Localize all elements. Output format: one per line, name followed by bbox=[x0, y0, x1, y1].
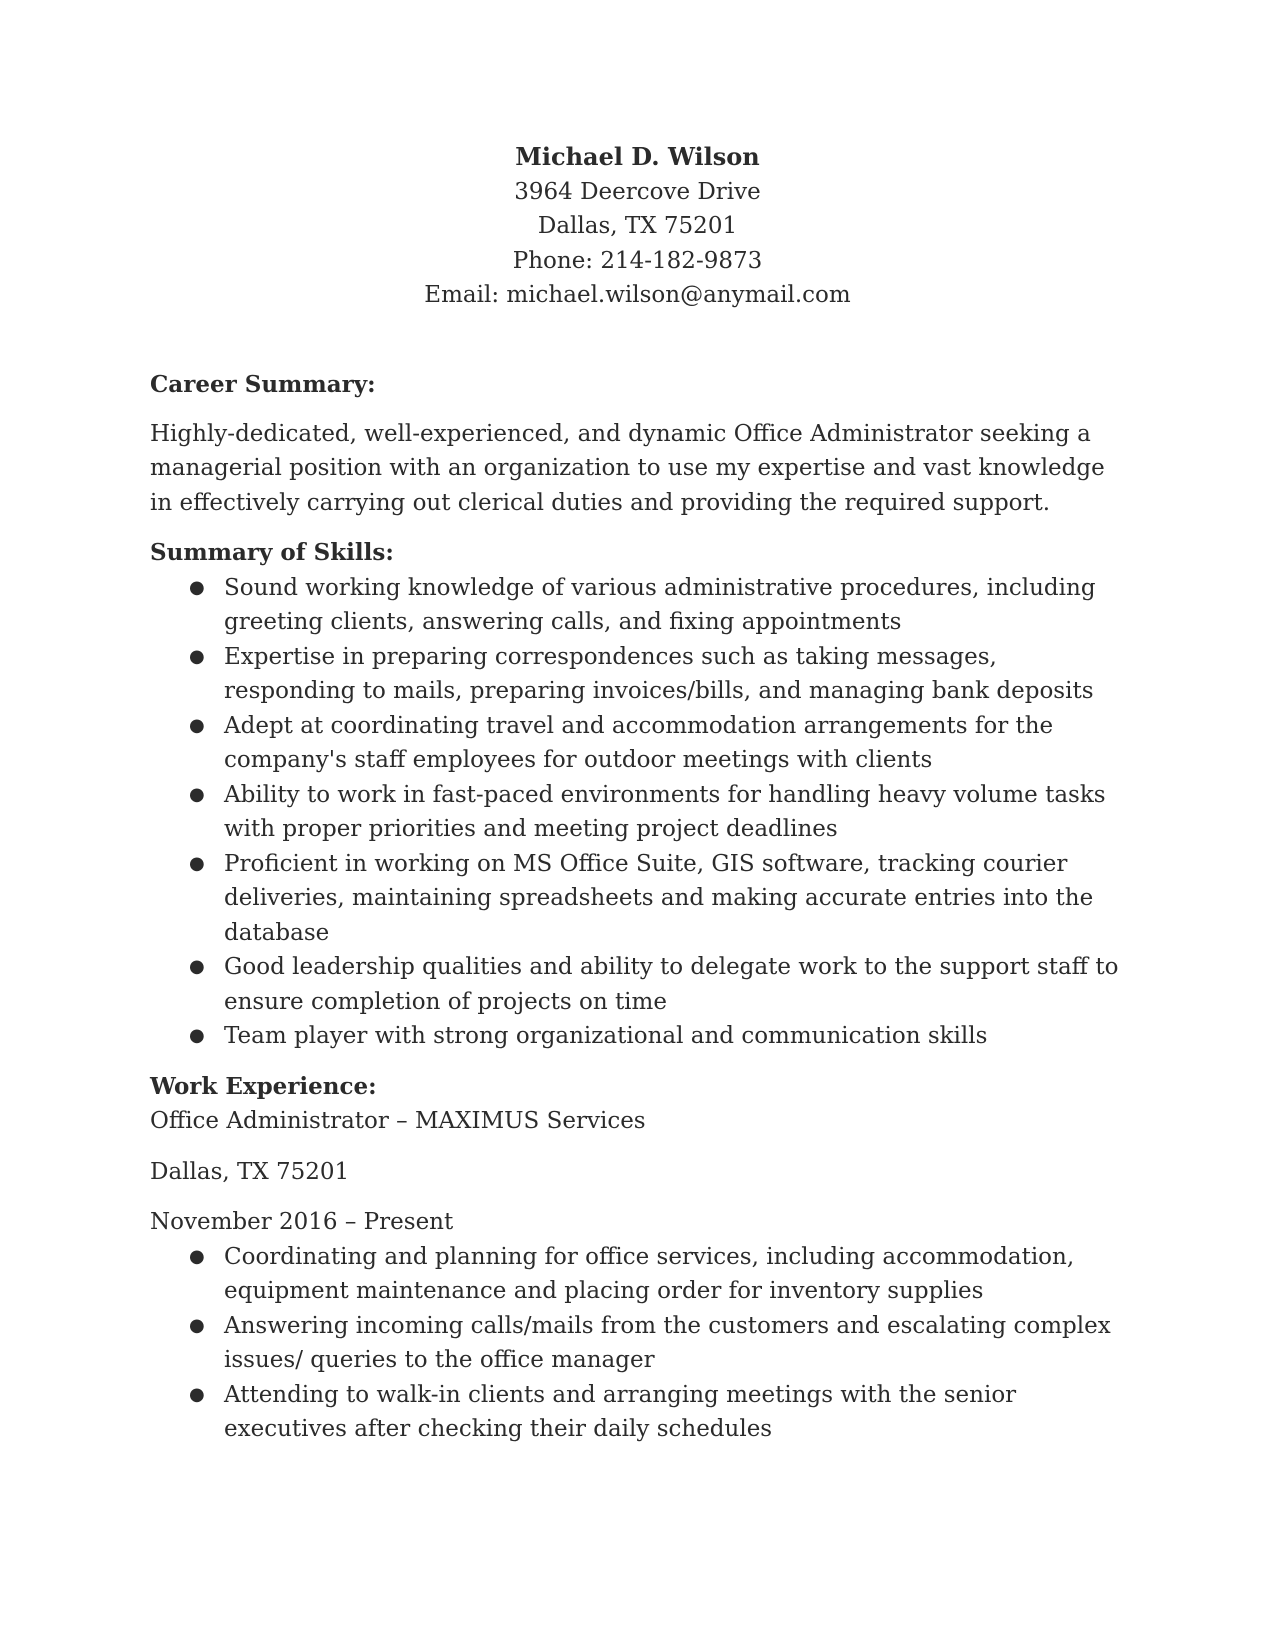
skill-text: Adept at coordinating travel and accommodation arrangements for the company's staff employees for outdoor meetings with clients bbox=[224, 712, 1054, 773]
resume-header bbox=[0, 140, 1275, 313]
career-summary-text: Highly-dedicated, well-experienced, and dynamic Office Administrator seeking a managerial position with an organization to use my expertise and vast knowledge in effectively carrying out clerical duties and providing the required support. bbox=[150, 420, 1105, 516]
address-line-1: 3964 Deercove Drive bbox=[514, 178, 761, 205]
skill-item bbox=[150, 950, 1125, 1019]
skill-item bbox=[150, 709, 1125, 778]
bullet-icon: ● bbox=[189, 1025, 205, 1046]
skill-text: Ability to work in fast-paced environments for handling heavy volume tasks with proper priorities and meeting project deadlines bbox=[224, 781, 1106, 842]
skill-item bbox=[150, 1019, 1125, 1054]
skill-text: Sound working knowledge of various administrative procedures, including greeting clients, answering calls, and fixing appointments bbox=[224, 574, 1096, 635]
bullet-icon: ● bbox=[189, 1314, 205, 1336]
job-dates: November 2016 – Present bbox=[150, 1209, 454, 1235]
job-duties-list bbox=[150, 1240, 1125, 1447]
duty-item bbox=[150, 1309, 1125, 1378]
career-summary-title: Career Summary: bbox=[150, 371, 376, 398]
job-position: Office Administrator – MAXIMUS Services bbox=[150, 1108, 646, 1134]
bullet-icon: ● bbox=[189, 1383, 205, 1405]
duty-item bbox=[150, 1240, 1125, 1309]
phone-number: Phone: 214-182-9873 bbox=[512, 247, 763, 274]
bullet-icon: ● bbox=[189, 714, 205, 736]
skill-text: Proficient in working on MS Office Suite, GIS software, tracking courier deliveries, maintaining spreadsheets and making accurate entries into the database bbox=[224, 850, 1094, 946]
skill-item bbox=[150, 778, 1125, 847]
skill-text: Expertise in preparing correspondences such as taking messages, responding to mails, preparing invoices/bills, and managing bank deposits bbox=[224, 643, 1094, 704]
skill-item bbox=[150, 847, 1125, 951]
duty-text: Attending to walk-in clients and arranging meetings with the senior executives after checking their daily schedules bbox=[224, 1381, 1017, 1442]
bullet-icon: ● bbox=[189, 852, 205, 874]
skills-list bbox=[150, 571, 1125, 1054]
duty-text: Coordinating and planning for office services, including accommodation, equipment maintenance and placing order for inventory supplies bbox=[224, 1243, 1075, 1304]
skills-title: Summary of Skills: bbox=[150, 539, 394, 566]
bullet-icon: ● bbox=[189, 645, 205, 667]
email-address: Email: michael.wilson@anymail.com bbox=[424, 282, 851, 308]
skill-text: Good leadership qualities and ability to delegate work to the support staff to ensure completion of projects on time bbox=[224, 954, 1119, 1015]
duty-item bbox=[150, 1378, 1125, 1447]
resume-body bbox=[150, 368, 1125, 1447]
job-location: Dallas, TX 75201 bbox=[150, 1158, 350, 1185]
candidate-name: Michael D. Wilson bbox=[515, 142, 760, 171]
skill-item bbox=[150, 571, 1125, 640]
bullet-icon: ● bbox=[189, 1245, 205, 1267]
bullet-icon: ● bbox=[189, 576, 205, 598]
bullet-icon: ● bbox=[189, 956, 205, 977]
duty-text: Answering incoming calls/mails from the customers and escalating complex issues/ queries to the office manager bbox=[224, 1312, 1111, 1373]
bullet-icon: ● bbox=[189, 783, 205, 805]
address-line-2: Dallas, TX 75201 bbox=[537, 213, 738, 239]
work-experience-title: Work Experience: bbox=[150, 1072, 377, 1100]
skill-text: Team player with strong organizational and communication skills bbox=[224, 1023, 988, 1049]
skill-item bbox=[150, 640, 1125, 709]
